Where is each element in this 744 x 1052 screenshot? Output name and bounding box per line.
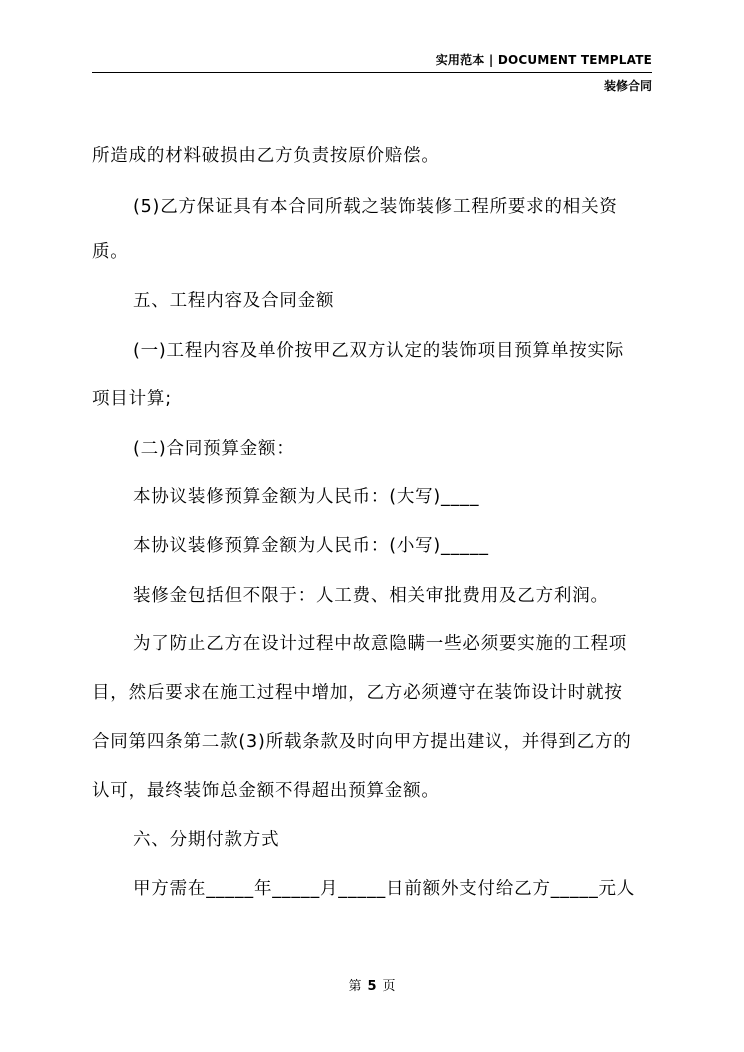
header-divider xyxy=(92,72,652,73)
section-heading: 五、工程内容及合同金额 xyxy=(133,291,335,311)
footer-prefix: 第 xyxy=(348,979,362,994)
body-line: 合同第四条第二款(3)所载条款及时向甲方提出建议，并得到乙方的 xyxy=(92,732,632,752)
body-line: 项目计算; xyxy=(92,389,172,409)
body-line: 装修金包括但不限于：人工费、相关审批费用及乙方利润。 xyxy=(133,586,609,606)
page-footer xyxy=(0,975,744,994)
body-line: (一)工程内容及单价按甲乙双方认定的装饰项目预算单按实际 xyxy=(133,341,625,361)
body-line: 为了防止乙方在设计过程中故意隐瞒一些必须要实施的工程项 xyxy=(133,634,628,654)
body-line: 质。 xyxy=(92,242,129,262)
body-line: 认可，最终装饰总金额不得超出预算金额。 xyxy=(92,781,440,801)
body-line: 所造成的材料破损由乙方负责按原价赔偿。 xyxy=(92,146,440,166)
body-line: 目，然后要求在施工过程中增加，乙方必须遵守在装饰设计时就按 xyxy=(92,683,623,703)
body-line: (5)乙方保证具有本合同所载之装饰装修工程所要求的相关资 xyxy=(133,197,618,217)
section-heading: 六、分期付款方式 xyxy=(133,830,280,850)
header-subtitle: 装修合同 xyxy=(603,79,652,93)
body-line: 甲方需在_____年_____月_____日前额外支付给乙方_____元人 xyxy=(133,879,636,899)
body-line: 本协议装修预算金额为人民币：(大写)____ xyxy=(133,487,480,507)
body-line: (二)合同预算金额： xyxy=(133,439,295,459)
header-label: 实用范本 | DOCUMENT TEMPLATE xyxy=(435,53,652,67)
page-number: 5 xyxy=(367,979,377,994)
body-line: 本协议装修预算金额为人民币：(小写)_____ xyxy=(133,536,489,556)
footer-suffix: 页 xyxy=(382,979,396,994)
